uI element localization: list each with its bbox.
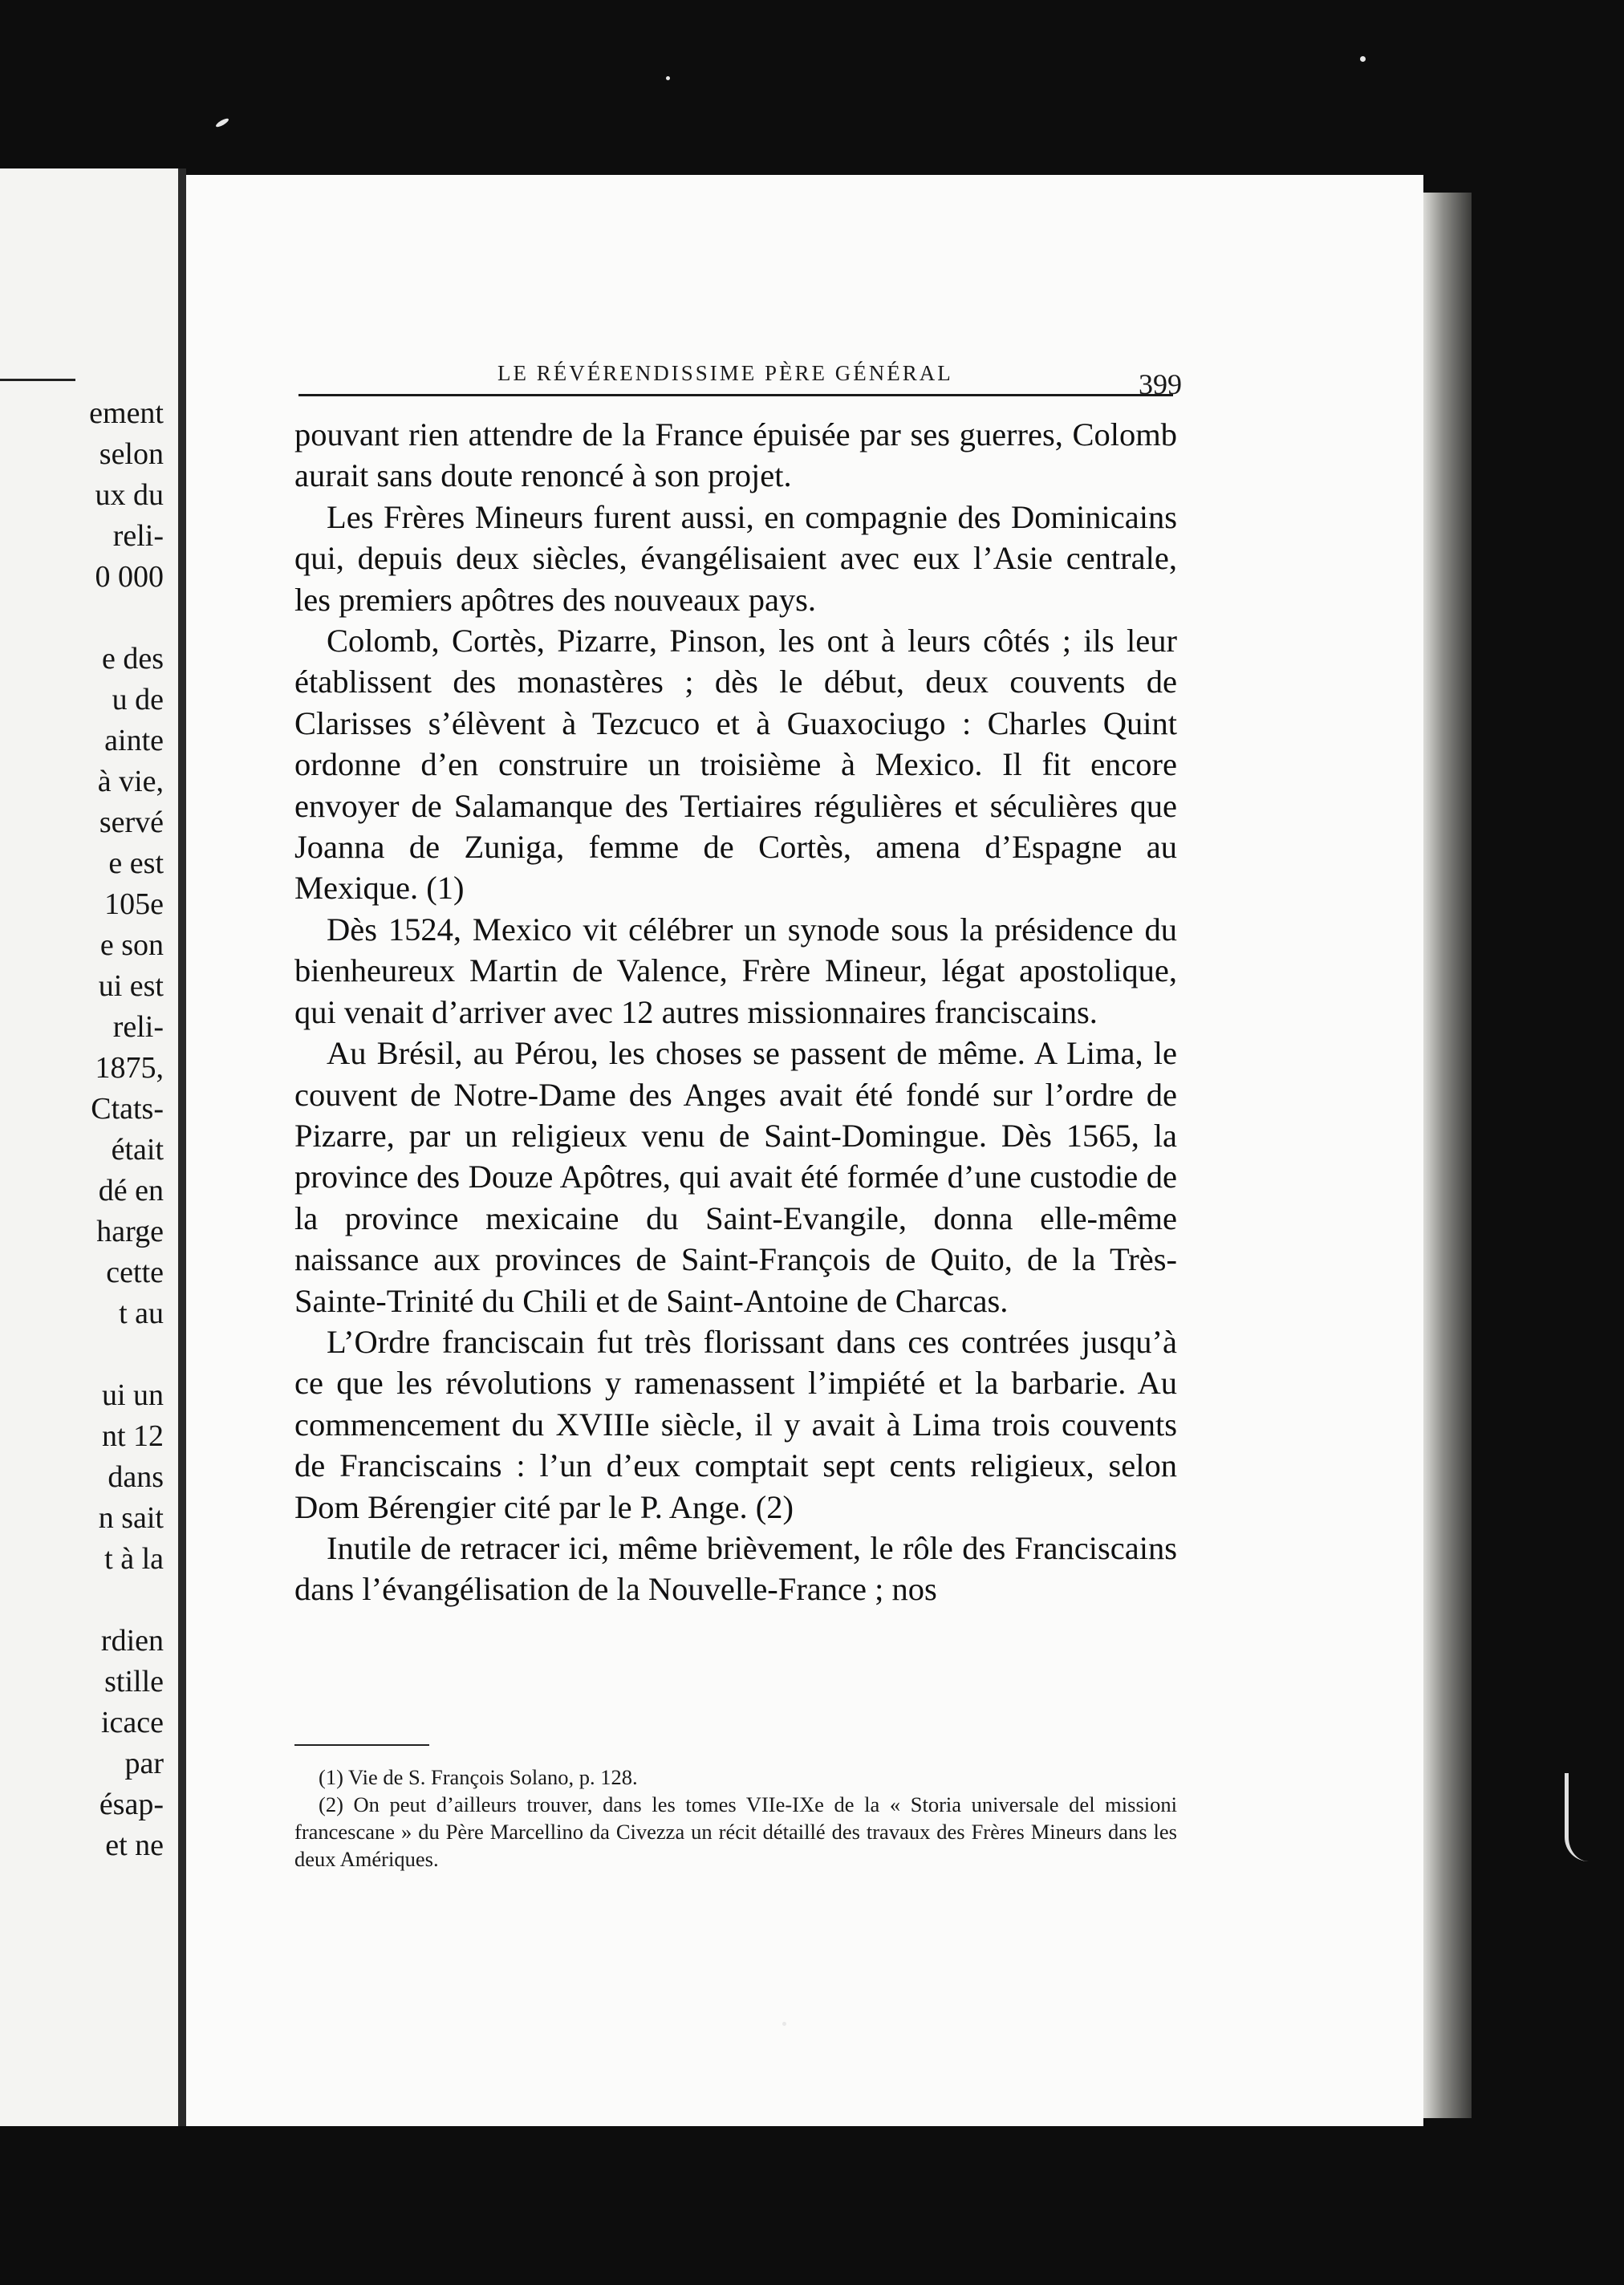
dust-speck [666, 76, 670, 80]
left-page-line: était [111, 1133, 164, 1167]
left-page-line: 105e [104, 887, 164, 921]
dust-speck [782, 2022, 786, 2026]
left-page-line: e son [99, 928, 164, 962]
right-page [186, 175, 1423, 2126]
left-page-rule [0, 379, 75, 381]
left-page-line: nt 12 [101, 1419, 164, 1453]
left-page-line: stille [104, 1665, 164, 1699]
scan-artifact [1565, 1773, 1589, 1861]
left-page-line: t à la [104, 1542, 164, 1576]
left-page-line: dé en [98, 1174, 164, 1207]
dust-speck [1360, 56, 1366, 62]
paragraph: Inutile de retracer ici, même brièvement, le rôle des Franciscains dans l’évangélisation de la Nouvelle-France ; nos [294, 1529, 1177, 1608]
page-edge [1423, 193, 1472, 2118]
footnote: (2) On peut d’ailleurs trouver, dans les tomes VIIe-IXe de la « Storia universale del missioni francescane » du Père Marcellino da Civezza un récit détaillé des travaux des Frères Mineurs dans les deux Amériques. [294, 1792, 1177, 1871]
paragraph: Au Brésil, au Pérou, les choses se passent de même. A Lima, le couvent de Notre-Dame des Anges avait été fondé sur l’ordre de Pizarre, par un religieux venu de Saint-Domingue. Dès 1565, la province des Douze Apôtres, qui avait été formée d’une custodie de la province mexicaine du Saint-Evangile, donna elle-même naissance aux provinces de Saint-François de Quito, de la Très-Sainte-Trinité du Chili et de Saint-Antoine de Charcas. [294, 1035, 1177, 1319]
left-page-line: ésap- [99, 1788, 164, 1821]
paragraph: pouvant rien attendre de la France épuisée par ses guerres, Colomb aurait sans doute renoncé à son projet. [294, 416, 1177, 494]
left-page-line: ux du [95, 478, 164, 512]
paragraph: Dès 1524, Mexico vit célébrer un synode sous la présidence du bienheureux Martin de Valence, Frère Mineur, légat apostolique, qui venait d’arriver avec 12 autres missionnaires franciscains. [294, 911, 1177, 1030]
left-page-line: et ne [105, 1828, 164, 1862]
left-page-line: à vie, [97, 765, 164, 798]
left-page-line: harge [96, 1215, 164, 1248]
left-page-line: Ctats- [91, 1092, 164, 1126]
paragraph: Les Frères Mineurs furent aussi, en compagnie des Dominicains qui, depuis deux siècles, évangélisaient avec eux l’Asie centrale, les premiers apôtres des nouveaux pays. [294, 498, 1177, 618]
left-page-line: 0 000 [95, 560, 164, 594]
left-page-line: cette [106, 1256, 164, 1289]
left-page-line: 1875, [95, 1051, 164, 1085]
body-text [294, 414, 1177, 1610]
left-page-line: icace [100, 1706, 164, 1739]
left-page-line: ainte [104, 724, 164, 757]
left-page-line: dans [108, 1460, 164, 1494]
left-page-line: n sait [98, 1501, 164, 1535]
header-rule [298, 394, 1173, 396]
footnote: (1) Vie de S. François Solano, p. 128. [319, 1765, 638, 1789]
footnote-rule [294, 1744, 429, 1746]
left-page-line: e est [108, 846, 164, 880]
left-page-line: rdien [100, 1624, 164, 1658]
paragraph: L’Ordre franciscain fut très florissant dans ces contrées jusqu’à ce que les révolutions y ramenassent l’impiété et la barbarie. Au commencement du XVIIIe siècle, il y avait à Lima trois couvents de Franciscains : l’un d’eux comptait sept cents religieux, selon Dom Bérengier cité par le P. Ange. (2) [294, 1323, 1177, 1525]
left-facing-page [0, 168, 186, 2126]
running-head: LE RÉVÉRENDISSIME PÈRE GÉNÉRAL [497, 361, 953, 385]
left-page-line: par [124, 1747, 164, 1780]
page-number: 399 [1139, 368, 1182, 400]
left-page-line: reli- [112, 1010, 164, 1044]
left-page-line: u de [112, 683, 164, 716]
left-page-line: selon [99, 437, 164, 471]
left-page-line: reli- [112, 519, 164, 553]
left-page-line: e des [101, 642, 164, 676]
dust-speck [215, 117, 230, 128]
left-page-line: ui est [98, 969, 164, 1003]
footnotes [294, 1763, 1177, 1873]
left-page-line: ement [89, 396, 164, 430]
paragraph: Colomb, Cortès, Pizarre, Pinson, les ont à leurs côtés ; ils leur établissent des monastères ; dès le début, deux couvents de Clarisses s’élèvent à Tezcuco et à Guaxociugo : Charles Quint ordonne d’en construire un troisième à Mexico. Il fit encore envoyer de Salamanque des Tertiaires régulières et séculières que Joanna de Zuniga, femme de Cortès, amena d’Espagne au Mexique. (1) [294, 623, 1177, 907]
left-page-line: t au [119, 1297, 164, 1330]
left-page-line: servé [99, 806, 164, 839]
left-page-line: ui un [101, 1378, 164, 1412]
